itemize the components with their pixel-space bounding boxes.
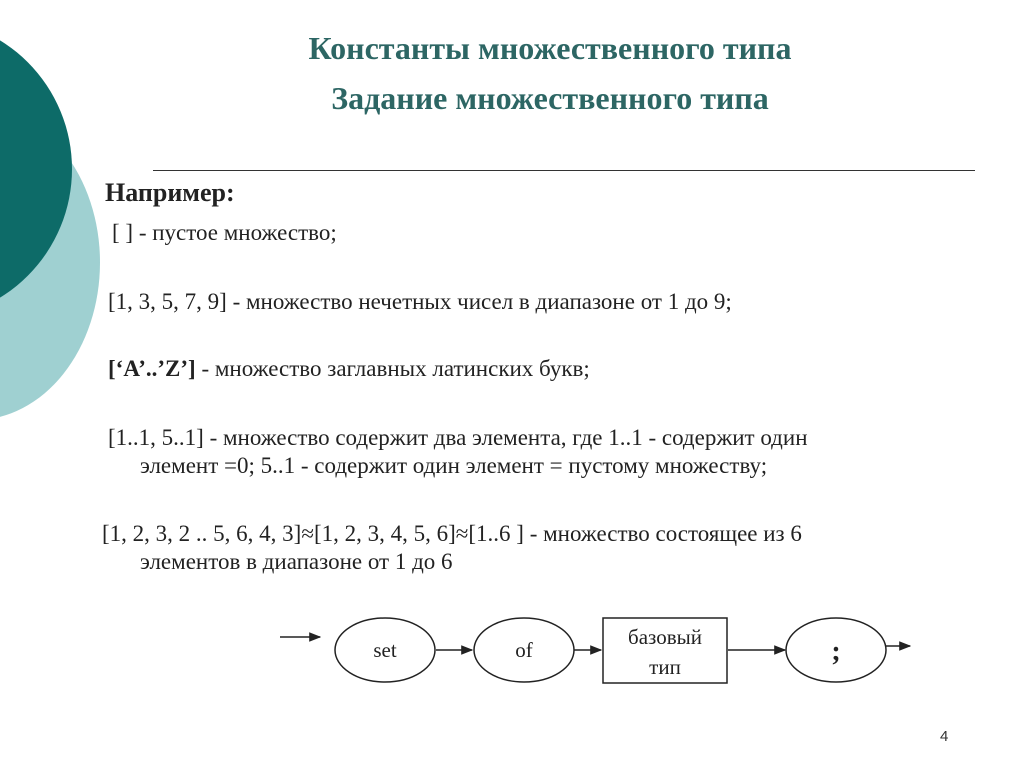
examples-heading: Например: bbox=[105, 178, 235, 207]
slide-title-line-2: Задание множественного типа bbox=[331, 80, 769, 116]
node-semicolon-label: ; bbox=[831, 636, 841, 667]
example-two-elements-line-1: [1..1, 5..1] - множество содержит два элемента, где 1..1 - содержит один bbox=[108, 425, 808, 450]
example-latin-letters-set: [‘A’..’Z’] bbox=[108, 356, 196, 381]
title-divider bbox=[153, 170, 975, 171]
example-latin-letters-desc: - множество заглавных латинских букв; bbox=[195, 356, 590, 381]
example-latin-letters bbox=[108, 356, 590, 382]
example-six-elements-line-2: элементов в диапазоне от 1 до 6 bbox=[140, 549, 453, 574]
slide-title-line-1: Константы множественного типа bbox=[308, 30, 792, 66]
example-two-elements-line-2: элемент =0; 5..1 - содержит один элемент = пустому множеству; bbox=[140, 453, 768, 478]
example-empty-set: [ ] - пустое множество; bbox=[112, 220, 337, 245]
page-number: 4 bbox=[940, 728, 949, 745]
example-six-elements-line-1: [1, 2, 3, 2 .. 5, 6, 4, 3]≈[1, 2, 3, 4, 5, 6]≈[1..6 ] - множество состоящее из 6 bbox=[102, 521, 802, 546]
example-odd-numbers: [1, 3, 5, 7, 9] - множество нечетных чисел в диапазоне от 1 до 9; bbox=[108, 289, 732, 314]
node-base-type-label-2: тип bbox=[649, 655, 681, 679]
node-base-type-label-1: базовый bbox=[628, 625, 702, 649]
node-set-label: set bbox=[373, 638, 397, 662]
syntax-diagram bbox=[270, 600, 920, 700]
node-of-label: of bbox=[515, 638, 533, 662]
